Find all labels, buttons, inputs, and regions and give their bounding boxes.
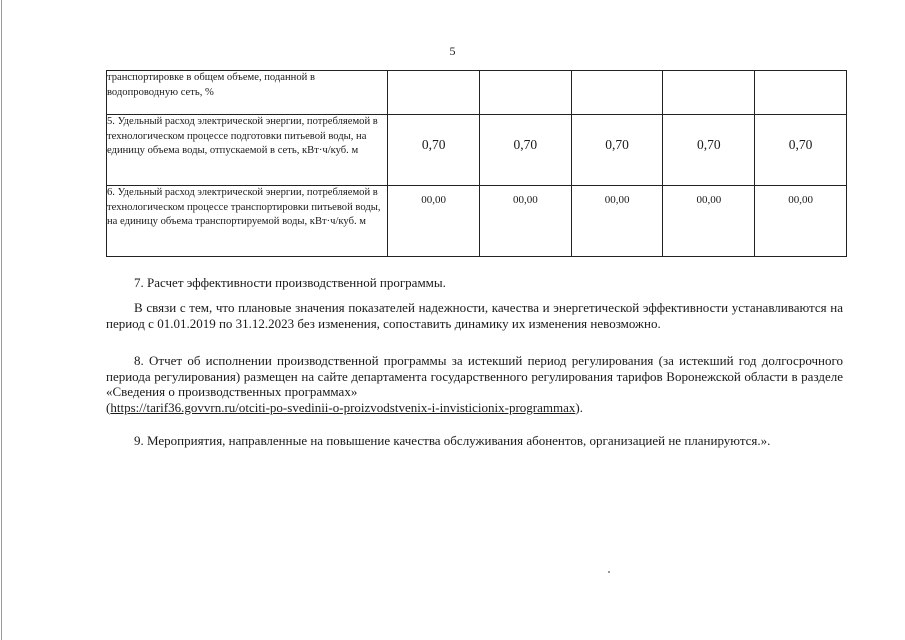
value-cell (388, 71, 480, 115)
section-9-paragraph: 9. Мероприятия, направленные на повышение качества обслуживания абонентов, организацией не планируются.». (134, 433, 771, 448)
section-8-paragraph (106, 353, 843, 415)
row-label: 5. Удельный расход электрической энергии, потребляемой в технологическом процессе подготовки питьевой воды, на единицу объема воды, отпускаемой в сеть, кВт·ч/куб. м (107, 115, 388, 186)
value-cell: 00,00 (755, 186, 847, 257)
report-link[interactable]: https://tarif36.govvrn.ru/otciti-po-svedinii-o-proizvodstvenix-i-invisticionix-programmax (110, 399, 576, 415)
paragraph-dynamics: В связи с тем, что плановые значения показателей надежности, качества и энергетической эффективности устанавливаются на период с 01.01.2019 по 31.12.2023 без изменения, сопоставить динамику их изменения невозможно. (106, 300, 843, 331)
page-number: 5 (449, 44, 456, 58)
value-cell: 00,00 (388, 186, 480, 257)
value-cell: 0,70 (755, 115, 847, 186)
section-8-close: ). (575, 399, 583, 415)
value-cell: 00,00 (663, 186, 755, 257)
value-cell: 0,70 (663, 115, 755, 186)
section-8-open: ( (106, 399, 111, 415)
table-row (107, 71, 847, 115)
scan-speck (608, 571, 610, 573)
row-label: 6. Удельный расход электрической энергии, потребляемой в технологическом процессе транспортировки питьевой воды, на единицу объема транспортируемой воды, кВт·ч/куб. м (107, 186, 388, 257)
value-cell (571, 71, 663, 115)
value-cell: 00,00 (480, 186, 572, 257)
value-cell (755, 71, 847, 115)
value-cell (663, 71, 755, 115)
indicators-table (106, 70, 847, 257)
value-cell: 0,70 (571, 115, 663, 186)
section-8-text: 8. Отчет об исполнении производственной программы за истекший период регулирования (за истекший год долгосрочного периода регулирования) размещен на сайте департамента государственного регулирования тарифов Воронежской области в разделе «Сведения о производственных программах» (106, 353, 843, 400)
value-cell (480, 71, 572, 115)
scan-edge-line (1, 0, 2, 640)
value-cell: 0,70 (388, 115, 480, 186)
row-label: транспортировке в общем объеме, поданной в водопроводную сеть, % (107, 71, 388, 115)
value-cell: 0,70 (480, 115, 572, 186)
table-row (107, 186, 847, 257)
value-cell: 00,00 (571, 186, 663, 257)
section-7-heading: 7. Расчет эффективности производственной программы. (134, 275, 446, 290)
table-row (107, 115, 847, 186)
